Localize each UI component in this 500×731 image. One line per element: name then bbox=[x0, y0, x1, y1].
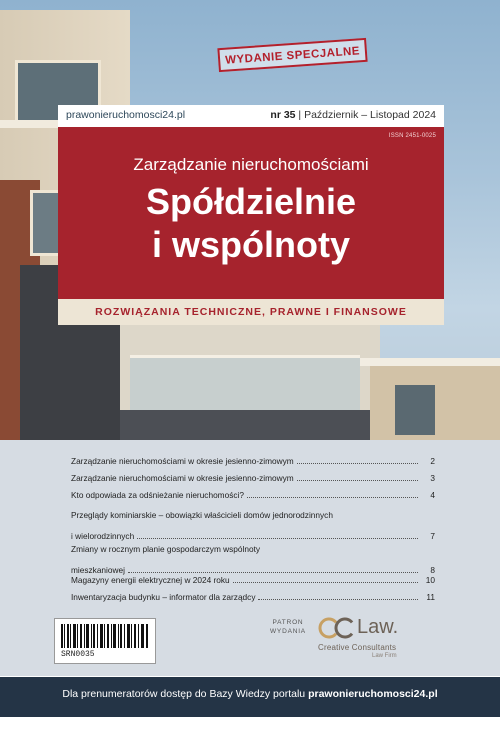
roof-edge bbox=[360, 358, 500, 366]
toc-leader bbox=[247, 497, 418, 498]
toc-item[interactable] bbox=[71, 507, 435, 541]
toc-item-page: 3 bbox=[430, 473, 435, 483]
footer-text bbox=[0, 688, 500, 700]
patron-label-line2: WYDANIA bbox=[270, 628, 306, 635]
logo-law-text: Law. bbox=[357, 616, 399, 638]
toc-item-title: Zarządzanie nieruchomościami w okresie jesienno-zimowym bbox=[71, 456, 294, 466]
toc-item-page: 4 bbox=[430, 490, 435, 500]
site-url[interactable]: prawonieruchomosci24.pl bbox=[66, 109, 186, 121]
toc-leader bbox=[297, 480, 418, 481]
toc-leader bbox=[258, 599, 418, 600]
issue-info: nr 35 | Październik – Listopad 2024 bbox=[270, 109, 436, 121]
toc-item-page: 2 bbox=[430, 456, 435, 466]
toc-leader bbox=[297, 463, 418, 464]
dark-facade bbox=[120, 410, 380, 440]
footer-message: Dla prenumeratorów dostęp do Bazy Wiedzy portalu bbox=[62, 688, 306, 700]
tagline-band bbox=[58, 299, 444, 325]
toc-item[interactable] bbox=[71, 575, 435, 592]
barcode-bars bbox=[61, 624, 149, 648]
barcode-number: SRN0035 bbox=[61, 650, 95, 659]
table-of-contents bbox=[71, 456, 435, 609]
toc-item-title: Zarządzanie nieruchomościami w okresie jesienno-zimowym bbox=[71, 473, 294, 483]
toc-item[interactable] bbox=[71, 473, 435, 490]
toc-item-page: 7 bbox=[430, 531, 435, 541]
issn: ISSN 2451-0025 bbox=[388, 133, 436, 139]
toc-item-page: 11 bbox=[426, 592, 435, 602]
toc-item-title-line1: Zmiany w rocznym planie gospodarczym wspólnoty bbox=[71, 544, 261, 554]
special-edition-label: WYDANIE SPECJALNE bbox=[224, 45, 361, 67]
masthead-bar bbox=[58, 105, 444, 127]
title-block bbox=[58, 127, 444, 299]
toc-item-page: 8 bbox=[430, 565, 435, 575]
patron-label-line1: PATRON bbox=[272, 619, 304, 626]
cc-logo-icon bbox=[318, 617, 358, 639]
issue-period: Październik – Listopad 2024 bbox=[304, 109, 436, 121]
toc-item-title-line2: mieszkaniowej bbox=[71, 565, 125, 575]
toc-item-title-line1: Przeglądy kominiarskie – obowiązki właścicieli domów jednorodzinnych bbox=[71, 510, 333, 520]
cover-title bbox=[58, 180, 444, 266]
toc-item[interactable] bbox=[71, 541, 435, 575]
toc-item-title: Inwentaryzacja budynku – informator dla zarządcy bbox=[71, 592, 256, 602]
cover-title-line1: Spółdzielnie bbox=[145, 181, 357, 222]
toc-leader bbox=[233, 582, 418, 583]
cover-subtitle: Zarządzanie nieruchomościami bbox=[133, 155, 369, 174]
toc-item[interactable] bbox=[71, 592, 435, 609]
building-right bbox=[370, 360, 500, 440]
cover-title-line2: i wspólnoty bbox=[152, 224, 350, 265]
toc-leader bbox=[137, 538, 418, 539]
glass-balcony bbox=[130, 355, 360, 413]
issue-number: nr 35 bbox=[270, 109, 296, 121]
toc-item-page: 10 bbox=[425, 575, 435, 585]
logo-firm-sub: Law Firm bbox=[372, 653, 397, 659]
tagline: ROZWIĄZANIA TECHNICZNE, PRAWNE I FINANSOWE bbox=[95, 306, 407, 318]
toc-item-title: Magazyny energii elektrycznej w 2024 roku bbox=[71, 575, 230, 585]
toc-item[interactable] bbox=[71, 490, 435, 507]
barcode bbox=[54, 618, 156, 664]
footer-link[interactable]: prawonieruchomosci24.pl bbox=[308, 688, 438, 700]
patron-label bbox=[270, 618, 306, 636]
logo-firm-name: Creative Consultants bbox=[318, 643, 397, 652]
toc-leader bbox=[128, 572, 418, 573]
toc-item-title-line2: i wielorodzinnych bbox=[71, 531, 135, 541]
toc-item-title: Kto odpowiada za odśnieżanie nieruchomości? bbox=[71, 490, 244, 500]
toc-item[interactable] bbox=[71, 456, 435, 473]
window bbox=[395, 385, 435, 435]
footer-bar bbox=[0, 677, 500, 717]
